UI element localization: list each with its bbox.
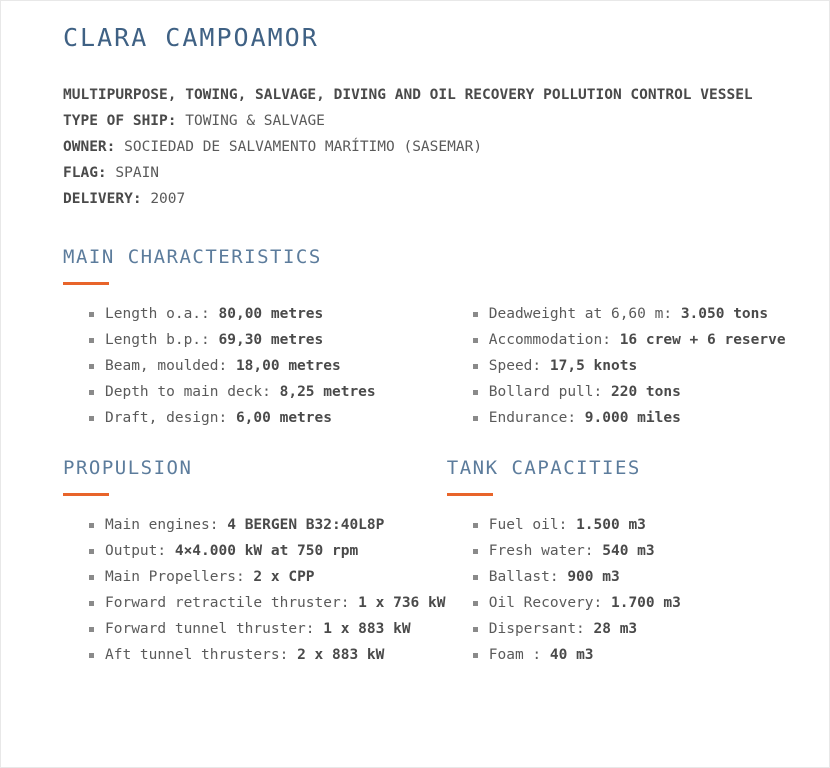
- spec-value: 3.050 tons: [680, 306, 769, 322]
- spec-label: Bollard pull:: [488, 384, 603, 400]
- list-item: [473, 642, 801, 668]
- spec-value: 1 x 736 kW: [358, 595, 446, 611]
- section-main-characteristics: [63, 246, 801, 431]
- list-item: [89, 616, 447, 642]
- list-item: [89, 327, 447, 353]
- spec-label: Dispersant:: [488, 621, 585, 637]
- spec-label: Speed:: [488, 358, 542, 374]
- spec-label: Fresh water:: [488, 543, 594, 559]
- list-item: [89, 405, 447, 431]
- list-item: [89, 564, 447, 590]
- section-tank-capacities: [447, 457, 801, 668]
- spec-label: Main engines:: [105, 517, 219, 533]
- spec-label: Endurance:: [488, 410, 577, 426]
- list-item: [89, 379, 447, 405]
- list-item: [473, 405, 801, 431]
- main-characteristics-right-list: [447, 301, 801, 431]
- spec-value: 8,25 metres: [279, 384, 376, 400]
- spec-value: 9.000 miles: [584, 410, 681, 426]
- spec-label: Ballast:: [488, 569, 559, 585]
- spec-value: 1 x 883 kW: [323, 621, 411, 637]
- vessel-headline: MULTIPURPOSE, TOWING, SALVAGE, DIVING AND OIL RECOVERY POLLUTION CONTROL VESSEL: [63, 87, 753, 103]
- spec-label: Output:: [105, 543, 167, 559]
- spec-value: 6,00 metres: [235, 410, 332, 426]
- spec-label: Forward tunnel thruster:: [105, 621, 315, 637]
- spec-value: 69,30 metres: [218, 332, 324, 348]
- list-item: [473, 301, 801, 327]
- main-characteristics-right-column: [447, 301, 801, 431]
- spec-label: Beam, moulded:: [105, 358, 228, 374]
- spec-value: 17,5 knots: [549, 358, 638, 374]
- spec-value: 28 m3: [593, 621, 638, 637]
- spec-label: Main Propellers:: [105, 569, 245, 585]
- section-title-tank-capacities: TANK CAPACITIES: [446, 457, 641, 479]
- spec-value: 540 m3: [602, 543, 655, 559]
- list-item: [89, 590, 447, 616]
- spec-value: 1.700 m3: [610, 595, 681, 611]
- spec-label: Oil Recovery:: [488, 595, 603, 611]
- spec-value: 220 tons: [610, 384, 681, 400]
- list-item: [473, 616, 801, 642]
- spec-label: Forward retractile thruster:: [105, 595, 350, 611]
- tank-capacities-list: [447, 512, 801, 668]
- spec-label: Fuel oil:: [488, 517, 568, 533]
- list-item: [89, 353, 447, 379]
- spec-value: 2 x 883 kW: [297, 647, 385, 663]
- main-characteristics-columns: [63, 301, 801, 431]
- summary-row-flag: [63, 160, 801, 186]
- list-item: [89, 512, 447, 538]
- list-item: [89, 642, 447, 668]
- spec-label: Length b.p.:: [105, 332, 210, 348]
- summary-value-owner: SOCIEDAD DE SALVAMENTO MARÍTIMO (SASEMAR): [124, 139, 483, 155]
- list-item: [473, 379, 801, 405]
- spec-value: 80,00 metres: [218, 306, 324, 322]
- lower-sections: [63, 457, 801, 668]
- summary-label-owner: OWNER:: [63, 139, 116, 155]
- spec-label: Accommodation:: [488, 332, 611, 348]
- summary-label-delivery: DELIVERY:: [63, 191, 142, 207]
- spec-label: Draft, design:: [105, 410, 228, 426]
- section-rule-propulsion: [63, 493, 109, 496]
- main-characteristics-left-column: [63, 301, 447, 431]
- spec-value: 2 x CPP: [253, 569, 315, 585]
- list-item: [89, 538, 447, 564]
- section-rule-main-characteristics: [63, 282, 109, 285]
- section-propulsion: [63, 457, 447, 668]
- section-title-main-characteristics: MAIN CHARACTERISTICS: [63, 246, 322, 268]
- list-item: [473, 564, 801, 590]
- vessel-summary: [63, 82, 801, 212]
- spec-value: 1.500 m3: [576, 517, 646, 533]
- spec-value: 16 crew + 6 reserve: [619, 332, 786, 348]
- list-item: [473, 327, 801, 353]
- page-title: CLARA CAMPOAMOR: [63, 23, 319, 52]
- spec-value: 900 m3: [567, 569, 620, 585]
- spec-label: Deadweight at 6,60 m:: [488, 306, 673, 322]
- summary-label-type: TYPE OF SHIP:: [63, 113, 177, 129]
- list-item: [473, 590, 801, 616]
- section-title-propulsion: PROPULSION: [63, 457, 193, 479]
- spec-label: Foam :: [488, 647, 542, 663]
- spec-label: Length o.a.:: [105, 306, 210, 322]
- summary-value-flag: SPAIN: [115, 165, 160, 181]
- summary-value-type: TOWING & SALVAGE: [185, 113, 325, 129]
- propulsion-list: [63, 512, 447, 668]
- summary-value-delivery: 2007: [150, 191, 186, 207]
- summary-label-flag: FLAG:: [63, 165, 107, 181]
- spec-label: Aft tunnel thrusters:: [105, 647, 289, 663]
- main-characteristics-left-list: [63, 301, 447, 431]
- list-item: [473, 353, 801, 379]
- list-item: [89, 301, 447, 327]
- spec-label: Depth to main deck:: [105, 384, 271, 400]
- section-rule-tank-capacities: [447, 493, 493, 496]
- summary-row-delivery: [63, 186, 801, 212]
- spec-value: 18,00 metres: [235, 358, 341, 374]
- spec-value: 4 BERGEN B32:40L8P: [227, 517, 385, 533]
- list-item: [473, 538, 801, 564]
- spec-value: 4×4.000 kW at 750 rpm: [174, 543, 359, 559]
- summary-row-type: [63, 108, 801, 134]
- spec-value: 40 m3: [549, 647, 594, 663]
- list-item: [473, 512, 801, 538]
- summary-row-owner: [63, 134, 801, 160]
